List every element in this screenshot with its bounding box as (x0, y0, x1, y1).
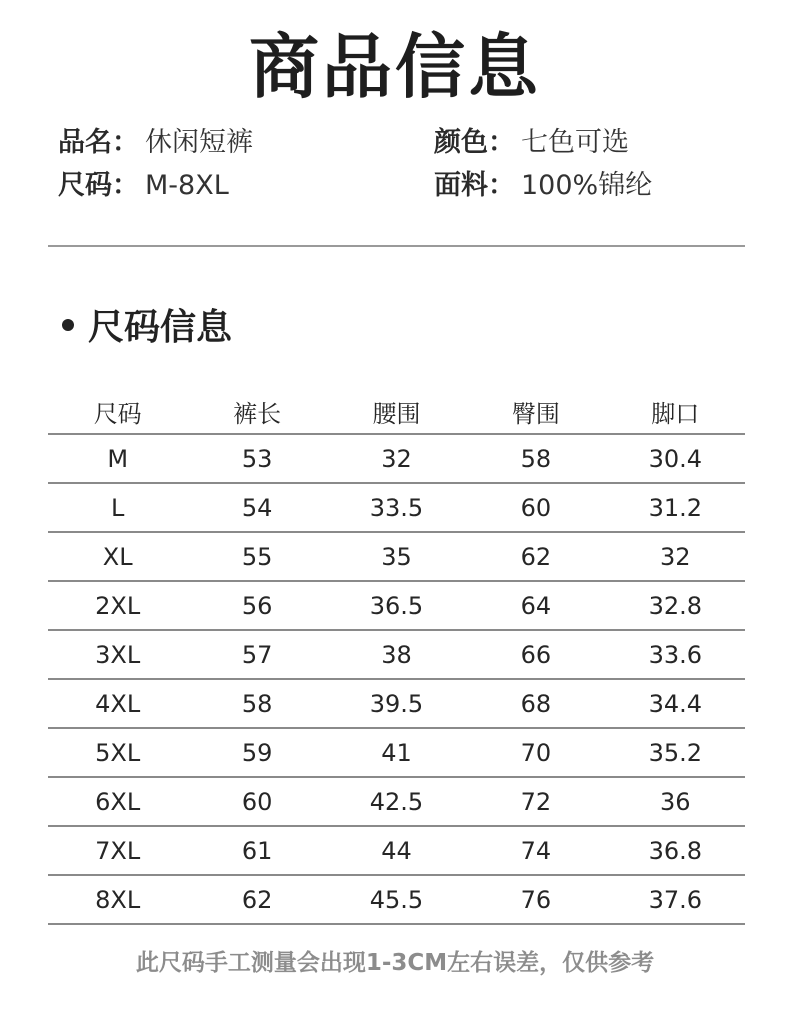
table-cell: 58 (187, 679, 326, 728)
table-cell: 42.5 (327, 777, 466, 826)
table-cell: 36.5 (327, 581, 466, 630)
column-header: 臀围 (466, 389, 605, 434)
measurement-disclaimer: 此尺码手工测量会出现1-3CM左右误差，仅供参考 (135, 950, 655, 976)
table-cell: 57 (187, 630, 326, 679)
table-cell: 45.5 (327, 875, 466, 924)
bullet-dot-icon (62, 319, 74, 331)
table-cell: 61 (187, 826, 326, 875)
table-cell: 66 (466, 630, 605, 679)
product-color-label: 颜色： (434, 127, 515, 158)
table-row (48, 434, 745, 483)
table-cell: 54 (187, 483, 326, 532)
table-cell: 33.6 (606, 630, 745, 679)
table-cell: 60 (187, 777, 326, 826)
column-header: 裤长 (187, 389, 326, 434)
column-header: 尺码 (48, 389, 187, 434)
table-cell: 36.8 (606, 826, 745, 875)
table-cell: 53 (187, 434, 326, 483)
table-cell: 72 (466, 777, 605, 826)
table-cell: 3XL (48, 630, 187, 679)
table-cell: 74 (466, 826, 605, 875)
column-header: 脚口 (606, 389, 745, 434)
table-cell: 41 (327, 728, 466, 777)
table-row (48, 679, 745, 728)
product-size-row (58, 168, 229, 204)
table-cell: 56 (187, 581, 326, 630)
table-cell: 36 (606, 777, 745, 826)
table-cell: 68 (466, 679, 605, 728)
product-size-label: 尺码： (58, 170, 139, 201)
table-cell: 62 (466, 532, 605, 581)
table-cell: 5XL (48, 728, 187, 777)
table-cell: 32.8 (606, 581, 745, 630)
column-header: 腰围 (327, 389, 466, 434)
table-cell: 37.6 (606, 875, 745, 924)
table-cell: 33.5 (327, 483, 466, 532)
product-color-value: 七色可选 (521, 127, 629, 158)
size-section-title: 尺码信息 (88, 307, 233, 348)
table-cell: 39.5 (327, 679, 466, 728)
table-row (48, 875, 745, 924)
table-cell: M (48, 434, 187, 483)
table-row (48, 581, 745, 630)
table-row (48, 532, 745, 581)
table-cell: 44 (327, 826, 466, 875)
size-table-header (48, 389, 745, 434)
table-row (48, 483, 745, 532)
table-cell: 38 (327, 630, 466, 679)
table-cell: 62 (187, 875, 326, 924)
product-material-value: 100%锦纶 (521, 170, 653, 201)
table-row (48, 777, 745, 826)
table-cell: XL (48, 532, 187, 581)
table-cell: L (48, 483, 187, 532)
table-cell: 4XL (48, 679, 187, 728)
table-cell: 64 (466, 581, 605, 630)
table-cell: 2XL (48, 581, 187, 630)
table-cell: 55 (187, 532, 326, 581)
table-cell: 58 (466, 434, 605, 483)
product-name-row (58, 125, 253, 161)
table-cell: 60 (466, 483, 605, 532)
table-cell: 59 (187, 728, 326, 777)
table-cell: 30.4 (606, 434, 745, 483)
product-material-row (434, 168, 652, 204)
table-cell: 34.4 (606, 679, 745, 728)
product-name-value: 休闲短裤 (145, 127, 253, 158)
page-title: 商品信息 (249, 26, 541, 108)
product-color-row (434, 125, 629, 161)
table-row (48, 826, 745, 875)
table-row (48, 630, 745, 679)
table-cell: 32 (606, 532, 745, 581)
table-cell: 35.2 (606, 728, 745, 777)
product-size-value: M-8XL (145, 170, 229, 201)
table-cell: 6XL (48, 777, 187, 826)
table-cell: 76 (466, 875, 605, 924)
table-cell: 35 (327, 532, 466, 581)
table-cell: 70 (466, 728, 605, 777)
table-cell: 8XL (48, 875, 187, 924)
product-name-label: 品名： (58, 127, 139, 158)
product-material-label: 面料： (434, 170, 515, 201)
size-section-heading (62, 303, 232, 353)
table-row (48, 728, 745, 777)
size-table (48, 389, 745, 925)
table-cell: 32 (327, 434, 466, 483)
section-divider (48, 245, 745, 247)
table-cell: 7XL (48, 826, 187, 875)
table-cell: 31.2 (606, 483, 745, 532)
